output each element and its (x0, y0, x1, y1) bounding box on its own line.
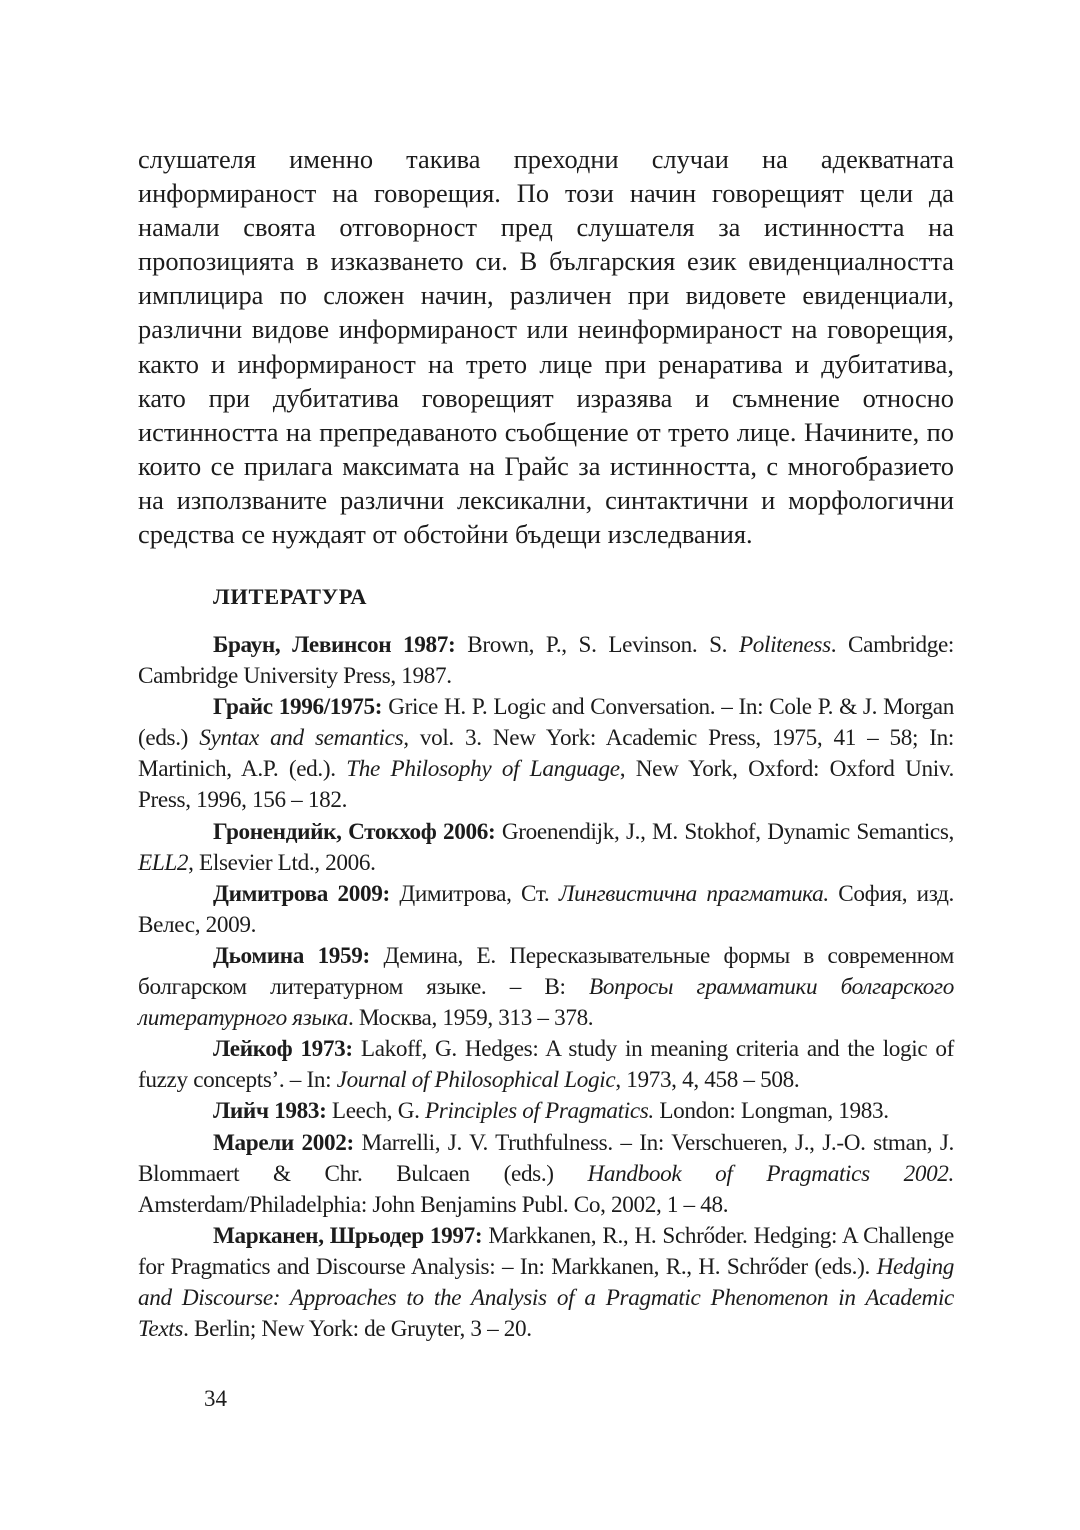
page-number: 34 (204, 1386, 227, 1411)
reference-entry (138, 817, 954, 879)
reference-text: Leech, G. (326, 1098, 425, 1125)
reference-title: Hedging and Discourse: Approaches to the Analysis of a Pragmatic Phenomenon in Academic Texts (138, 1253, 954, 1343)
reference-text: Marrelli, J. V. Truthfulness. – In: Verschueren, J., J.-O. stman, J. Blommaert & Chr. Bulcaen (eds.) (138, 1129, 954, 1187)
reference-text: Brown, P., S. Levinson. S. (455, 632, 739, 658)
reference-entry (138, 879, 954, 941)
reference-entry (138, 692, 954, 816)
reference-label: Браун, Левинсон 1987: (213, 632, 456, 658)
body-paragraph: слушателя именно такива преходни случаи на адекватната информираност на говорещия. По този начин говорещият цели да намали своята отговорност пред слушателя за истинността на пропозицията в изказването си. В българския език евиденциалността имплицира по сложен начин, различен при видовете евиденциали, различни видове информираност или неинформираност на говорещия, както и информираност на трето лице при ренаратива и дубитатива, като при дубитатива говорещият изразява и съмнение относно истинността на препредаваното съобщение от трето лице. Начините, по които се прилага максимата на Грайс за истинността, с многобразието на използваните различни лексикални, синтактични и морфологични средства се нуждаят от обстойни бъдещи изследвания. (138, 144, 954, 550)
reference-title: Principles of Pragmatics. (424, 1098, 654, 1125)
reference-title: Вопросы грамматики болгарского литературного языка (138, 974, 954, 1032)
reference-label: Дьомина 1959: (213, 942, 370, 969)
reference-entry (138, 1128, 954, 1221)
reference-text: Димитрова, Ст. (389, 880, 559, 907)
reference-text: Groenendijk, J., M. Stokhof, Dynamic Semantics, (495, 818, 954, 845)
reference-label: Марели 2002: (213, 1129, 354, 1156)
reference-entry (138, 630, 954, 692)
reference-title: Syntax and semantics, (199, 725, 409, 752)
reference-text: . Berlin; New York: de Gruyter, 3 – 20. (183, 1316, 532, 1343)
reference-text: Markkanen, R., H. Schrőder. Hedging: A Challenge for Pragmatics and Discourse Analysis: – In: Markkanen, R., H. Schrőder (eds.). (138, 1222, 954, 1280)
reference-title: Journal of Philosophical Logic (336, 1067, 616, 1094)
reference-text: , 1973, 4, 458 – 508. (615, 1067, 800, 1094)
reference-label: Димитрова 2009: (213, 880, 390, 907)
reference-title: Handbook of Pragmatics 2002. (587, 1160, 954, 1187)
reference-title: Лингвистична прагматика. (558, 880, 829, 907)
reference-text: . Москва, 1959, 313 – 378. (347, 1005, 594, 1032)
reference-label: Марканен, Шрьодер 1997: (213, 1222, 483, 1249)
reference-entry (138, 941, 954, 1034)
reference-label: Лейкоф 1973: (213, 1036, 353, 1063)
reference-text: Lakoff, G. Hedges: A study in meaning criteria and the logic of fuzzy concepts’. – In: (138, 1036, 955, 1094)
reference-text: Amsterdam/Philadelphia: John Benjamins Publ. Co, 2002, 1 – 48. (138, 1191, 729, 1218)
reference-title: Politeness (738, 632, 831, 658)
reference-text: Grice H. P. Logic and Conversation. – In: Cole P. & J. Morgan (eds.) (138, 694, 954, 752)
references-list (138, 630, 954, 1345)
reference-entry (138, 1034, 954, 1096)
reference-text: София, изд. Велес, 2009. (138, 880, 955, 938)
reference-entry (138, 1096, 954, 1127)
reference-label: Гронендийк, Стокхоф 2006: (213, 818, 496, 845)
reference-text: , New York, Oxford: Oxford Univ. Press, 1996, 156 – 182. (138, 756, 954, 814)
reference-title: The Philosophy of Language (346, 756, 620, 783)
reference-text: , Elsevier Ltd., 2006. (188, 849, 376, 876)
reference-text: vol. 3. New York: Academic Press, 1975, 41 – 58; In: Martinich, A.P. (ed.). (138, 725, 955, 783)
section-heading: ЛИТЕРАТУРА (213, 584, 368, 609)
reference-title: ELL2 (138, 849, 189, 876)
reference-label: Лийч 1983: (213, 1098, 327, 1125)
reference-label: Грайс 1996/1975: (213, 694, 383, 721)
reference-text: . Cambridge: Cambridge University Press, 1987. (138, 632, 954, 690)
reference-text: Демина, Е. Пересказывательные формы в современном болгарском литературном языке. – В: (138, 942, 954, 1001)
reference-text: London: Longman, 1983. (653, 1098, 889, 1125)
reference-entry (138, 1221, 954, 1345)
